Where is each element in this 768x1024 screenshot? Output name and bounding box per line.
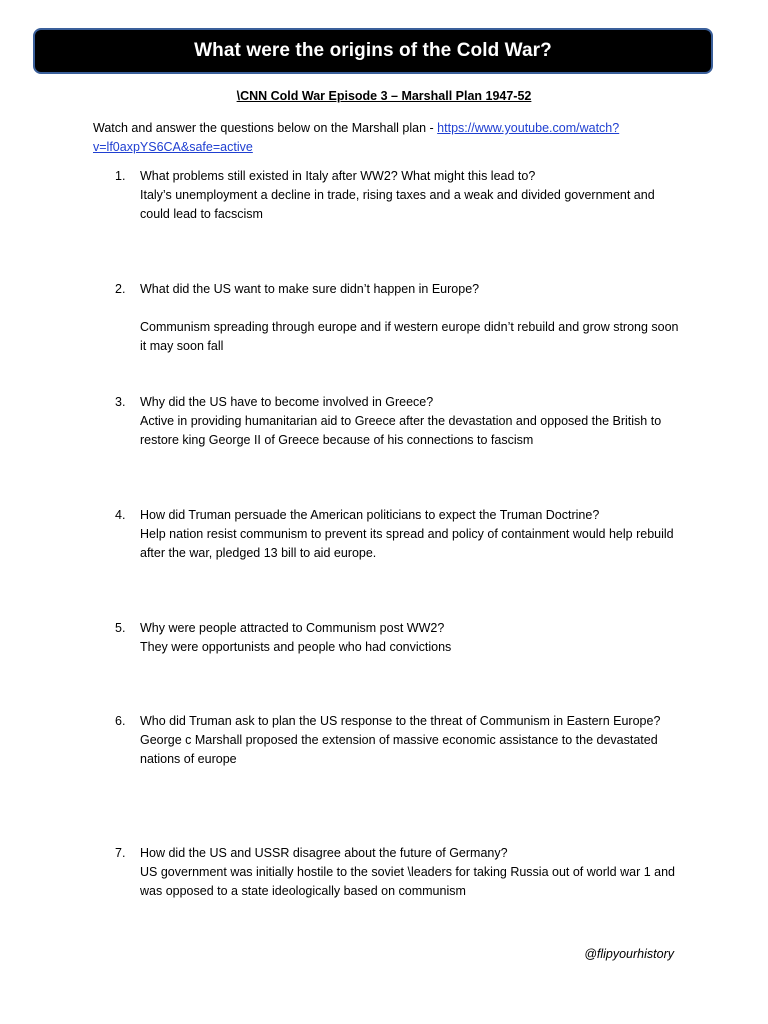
answer-text: Italy’s unemployment a decline in trade, rising taxes and a weak and divided government and could lead to facscism <box>140 188 655 221</box>
answer-text: Help nation resist communism to prevent its spread and policy of containment would help rebuild after the war, pledged 13 bill to aid europe. <box>140 527 674 560</box>
question-item-7 <box>115 844 685 901</box>
question-item-1 <box>115 167 685 224</box>
question-text: How did Truman persuade the American politicians to expect the Truman Doctrine? <box>140 508 600 522</box>
question-number: 4. <box>115 508 126 522</box>
question-number: 6. <box>115 714 126 728</box>
intro-text: Watch and answer the questions below on the Marshall plan - <box>93 121 438 135</box>
answer-text: They were opportunists and people who had convictions <box>140 640 452 654</box>
page-title: What were the origins of the Cold War? <box>194 40 552 61</box>
question-number: 2. <box>115 282 126 296</box>
question-item-6 <box>115 712 685 769</box>
video-link[interactable]: https://www.youtube.com/watch?v=lf0axpYS6CA&safe=active <box>93 121 620 154</box>
question-number: 3. <box>115 395 126 409</box>
question-item-4 <box>115 506 685 563</box>
episode-subtitle: \CNN Cold War Episode 3 – Marshall Plan 1947-52 <box>236 89 532 103</box>
answer-text: George c Marshall proposed the extension of massive economic assistance to the devastated nations of europe <box>140 733 658 766</box>
question-text: What problems still existed in Italy after WW2? What might this lead to? <box>140 169 536 183</box>
question-number: 5. <box>115 621 126 635</box>
question-text: How did the US and USSR disagree about the future of Germany? <box>140 846 508 860</box>
spacer <box>140 299 685 318</box>
answer-text: Active in providing humanitarian aid to Greece after the devastation and opposed the British to restore king George II of Greece because of his connections to fascism <box>140 414 662 447</box>
title-banner <box>33 28 713 74</box>
footer-handle: @flipyourhistory <box>584 947 674 961</box>
intro-paragraph <box>93 119 683 157</box>
question-text: What did the US want to make sure didn’t happen in Europe? <box>140 282 480 296</box>
question-text: Why were people attracted to Communism post WW2? <box>140 621 445 635</box>
question-item-2 <box>115 280 685 356</box>
question-number: 7. <box>115 846 126 860</box>
answer-text: US government was initially hostile to the soviet \leaders for taking Russia out of world war 1 and was opposed to a state ideologically based on communism <box>140 865 675 898</box>
question-number: 1. <box>115 169 126 183</box>
question-item-5 <box>115 619 685 657</box>
question-item-3 <box>115 393 685 450</box>
question-text: Why did the US have to become involved in Greece? <box>140 395 434 409</box>
question-text: Who did Truman ask to plan the US response to the threat of Communism in Eastern Europe? <box>140 714 661 728</box>
answer-text: Communism spreading through europe and if western europe didn’t rebuild and grow strong soon it may soon fall <box>140 320 679 353</box>
